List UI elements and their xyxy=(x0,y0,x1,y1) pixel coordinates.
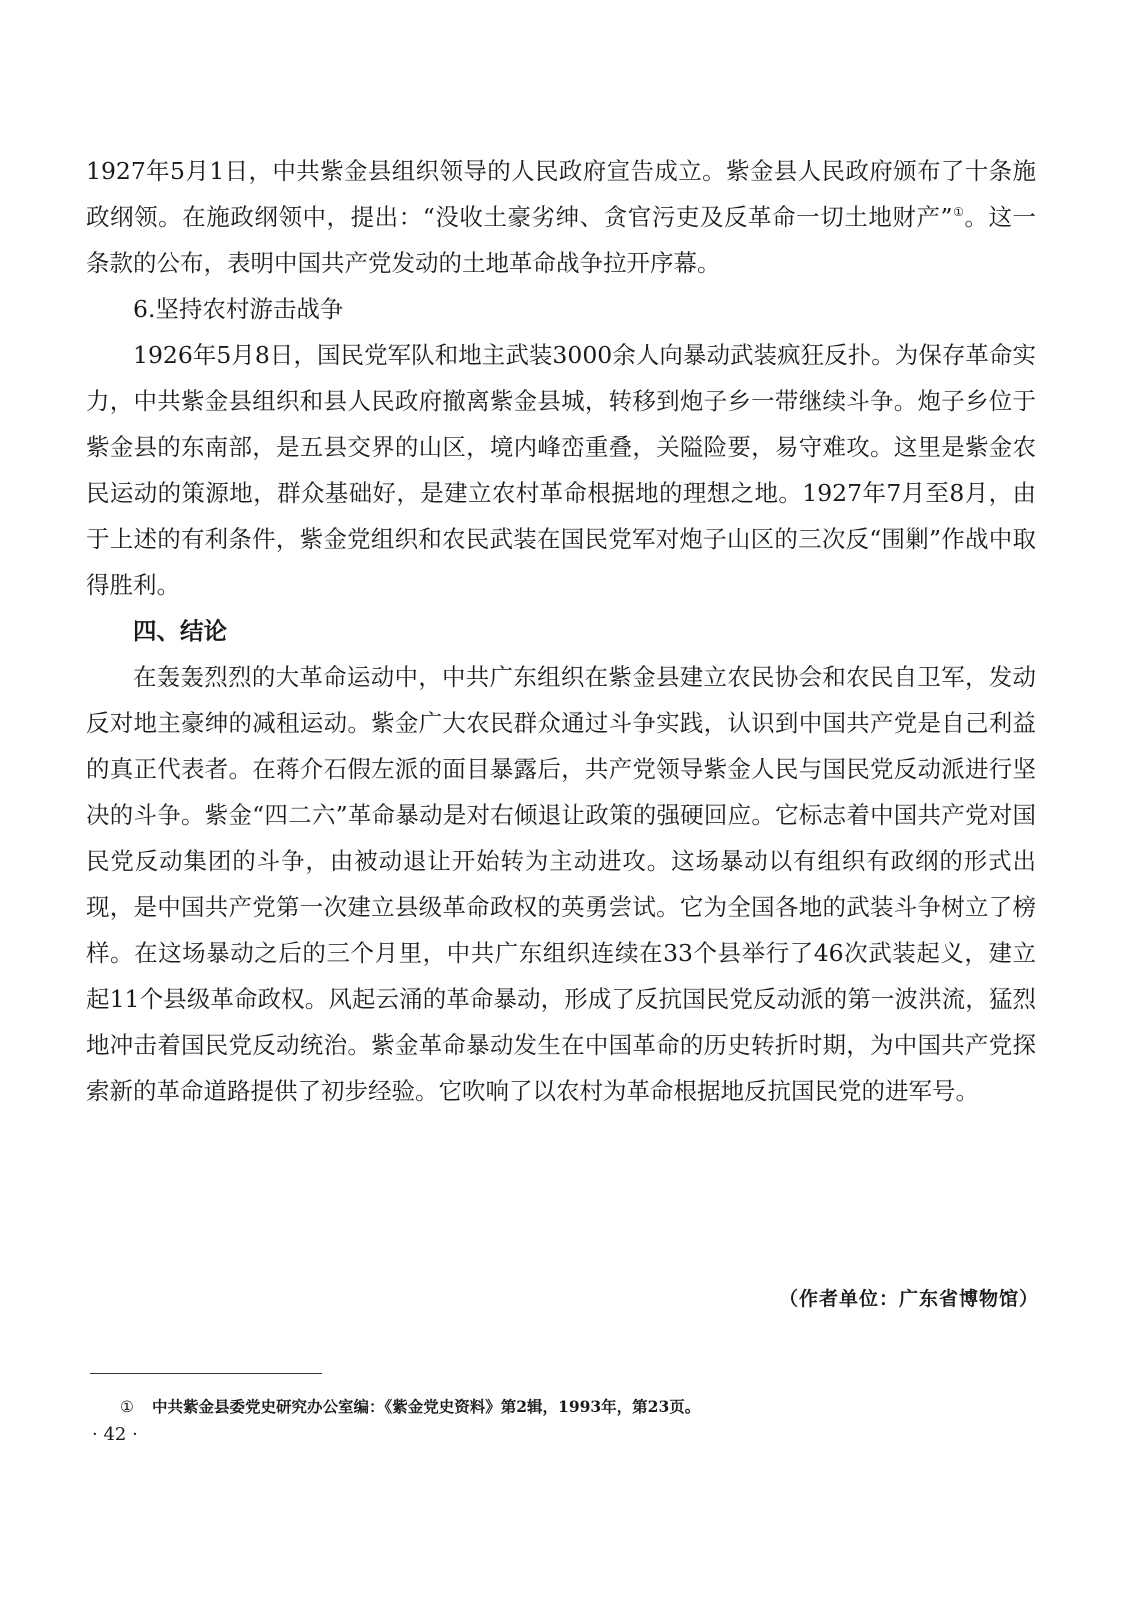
paragraph-3: 在轰轰烈烈的大革命运动中，中共广东组织在紫金县建立农民协会和农民自卫军，发动反对地主豪绅的减租运动。紫金广大农民群众通过斗争实践，认识到中国共产党是自己利益的真正代表者。在蒋介石假左派的面目暴露后，共产党领导紫金人民与国民党反动派进行坚决的斗争。紫金“四二六”革命暴动是对右倾退让政策的强硬回应。它标志着中国共产党对国民党反动集团的斗争，由被动退让开始转为主动进攻。这场暴动以有组织有政纲的形式出现，是中国共产党第一次建立县级革命政权的英勇尝试。它为全国各地的武装斗争树立了榜样。在这场暴动之后的三个月里，中共广东组织连续在33个县举行了46次武装起义，建立起11个县级革命政权。风起云涌的革命暴动，形成了反抗国民党反动派的第一波洪流，猛烈地冲击着国民党反动统治。紫金革命暴动发生在中国革命的历史转折时期，为中国共产党探索新的革命道路提供了初步经验。它吹响了以农村为革命根据地反抗国民党的进军号。 xyxy=(86,663,1036,1105)
footnote-mark: ① xyxy=(120,1398,134,1416)
page-number: · 42 · xyxy=(92,1424,138,1445)
footnote xyxy=(120,1395,700,1417)
footnote-ref: ① xyxy=(952,205,965,220)
section-heading-6: 6.坚持农村游击战争 xyxy=(133,295,344,323)
footnote-divider xyxy=(90,1373,322,1374)
body-text xyxy=(86,148,1036,1114)
section-heading-conclusion: 四、结论 xyxy=(133,617,227,645)
paragraph-1-text: 1927年5月1日，中共紫金县组织领导的人民政府宣告成立。紫金县人民政府颁布了十条施政纲领。在施政纲领中，提出：“没收土豪劣绅、贪官污吏及反革命一切土地财产” xyxy=(86,157,1036,231)
paragraph-1 xyxy=(86,148,1036,286)
footnote-text: 中共紫金县委党史研究办公室编：《紫金党史资料》第2辑，1993年，第23页。 xyxy=(152,1397,701,1416)
paragraph-1-tail: 。这一条款的公布，表明中国共产党发动的土地革命战争拉开序幕。 xyxy=(86,203,1037,277)
author-affiliation: （作者单位：广东省博物馆） xyxy=(778,1288,1039,1310)
paragraph-2: 1926年5月8日，国民党军队和地主武装3000余人向暴动武装疯狂反扑。为保存革命实力，中共紫金县组织和县人民政府撤离紫金县城，转移到炮子乡一带继续斗争。炮子乡位于紫金县的东南部，是五县交界的山区，境内峰峦重叠，关隘险要，易守难攻。这里是紫金农民运动的策源地，群众基础好，是建立农村革命根据地的理想之地。1927年7月至8月，由于上述的有利条件，紫金党组织和农民武装在国民党军对炮子山区的三次反“围剿”作战中取得胜利。 xyxy=(86,341,1036,599)
